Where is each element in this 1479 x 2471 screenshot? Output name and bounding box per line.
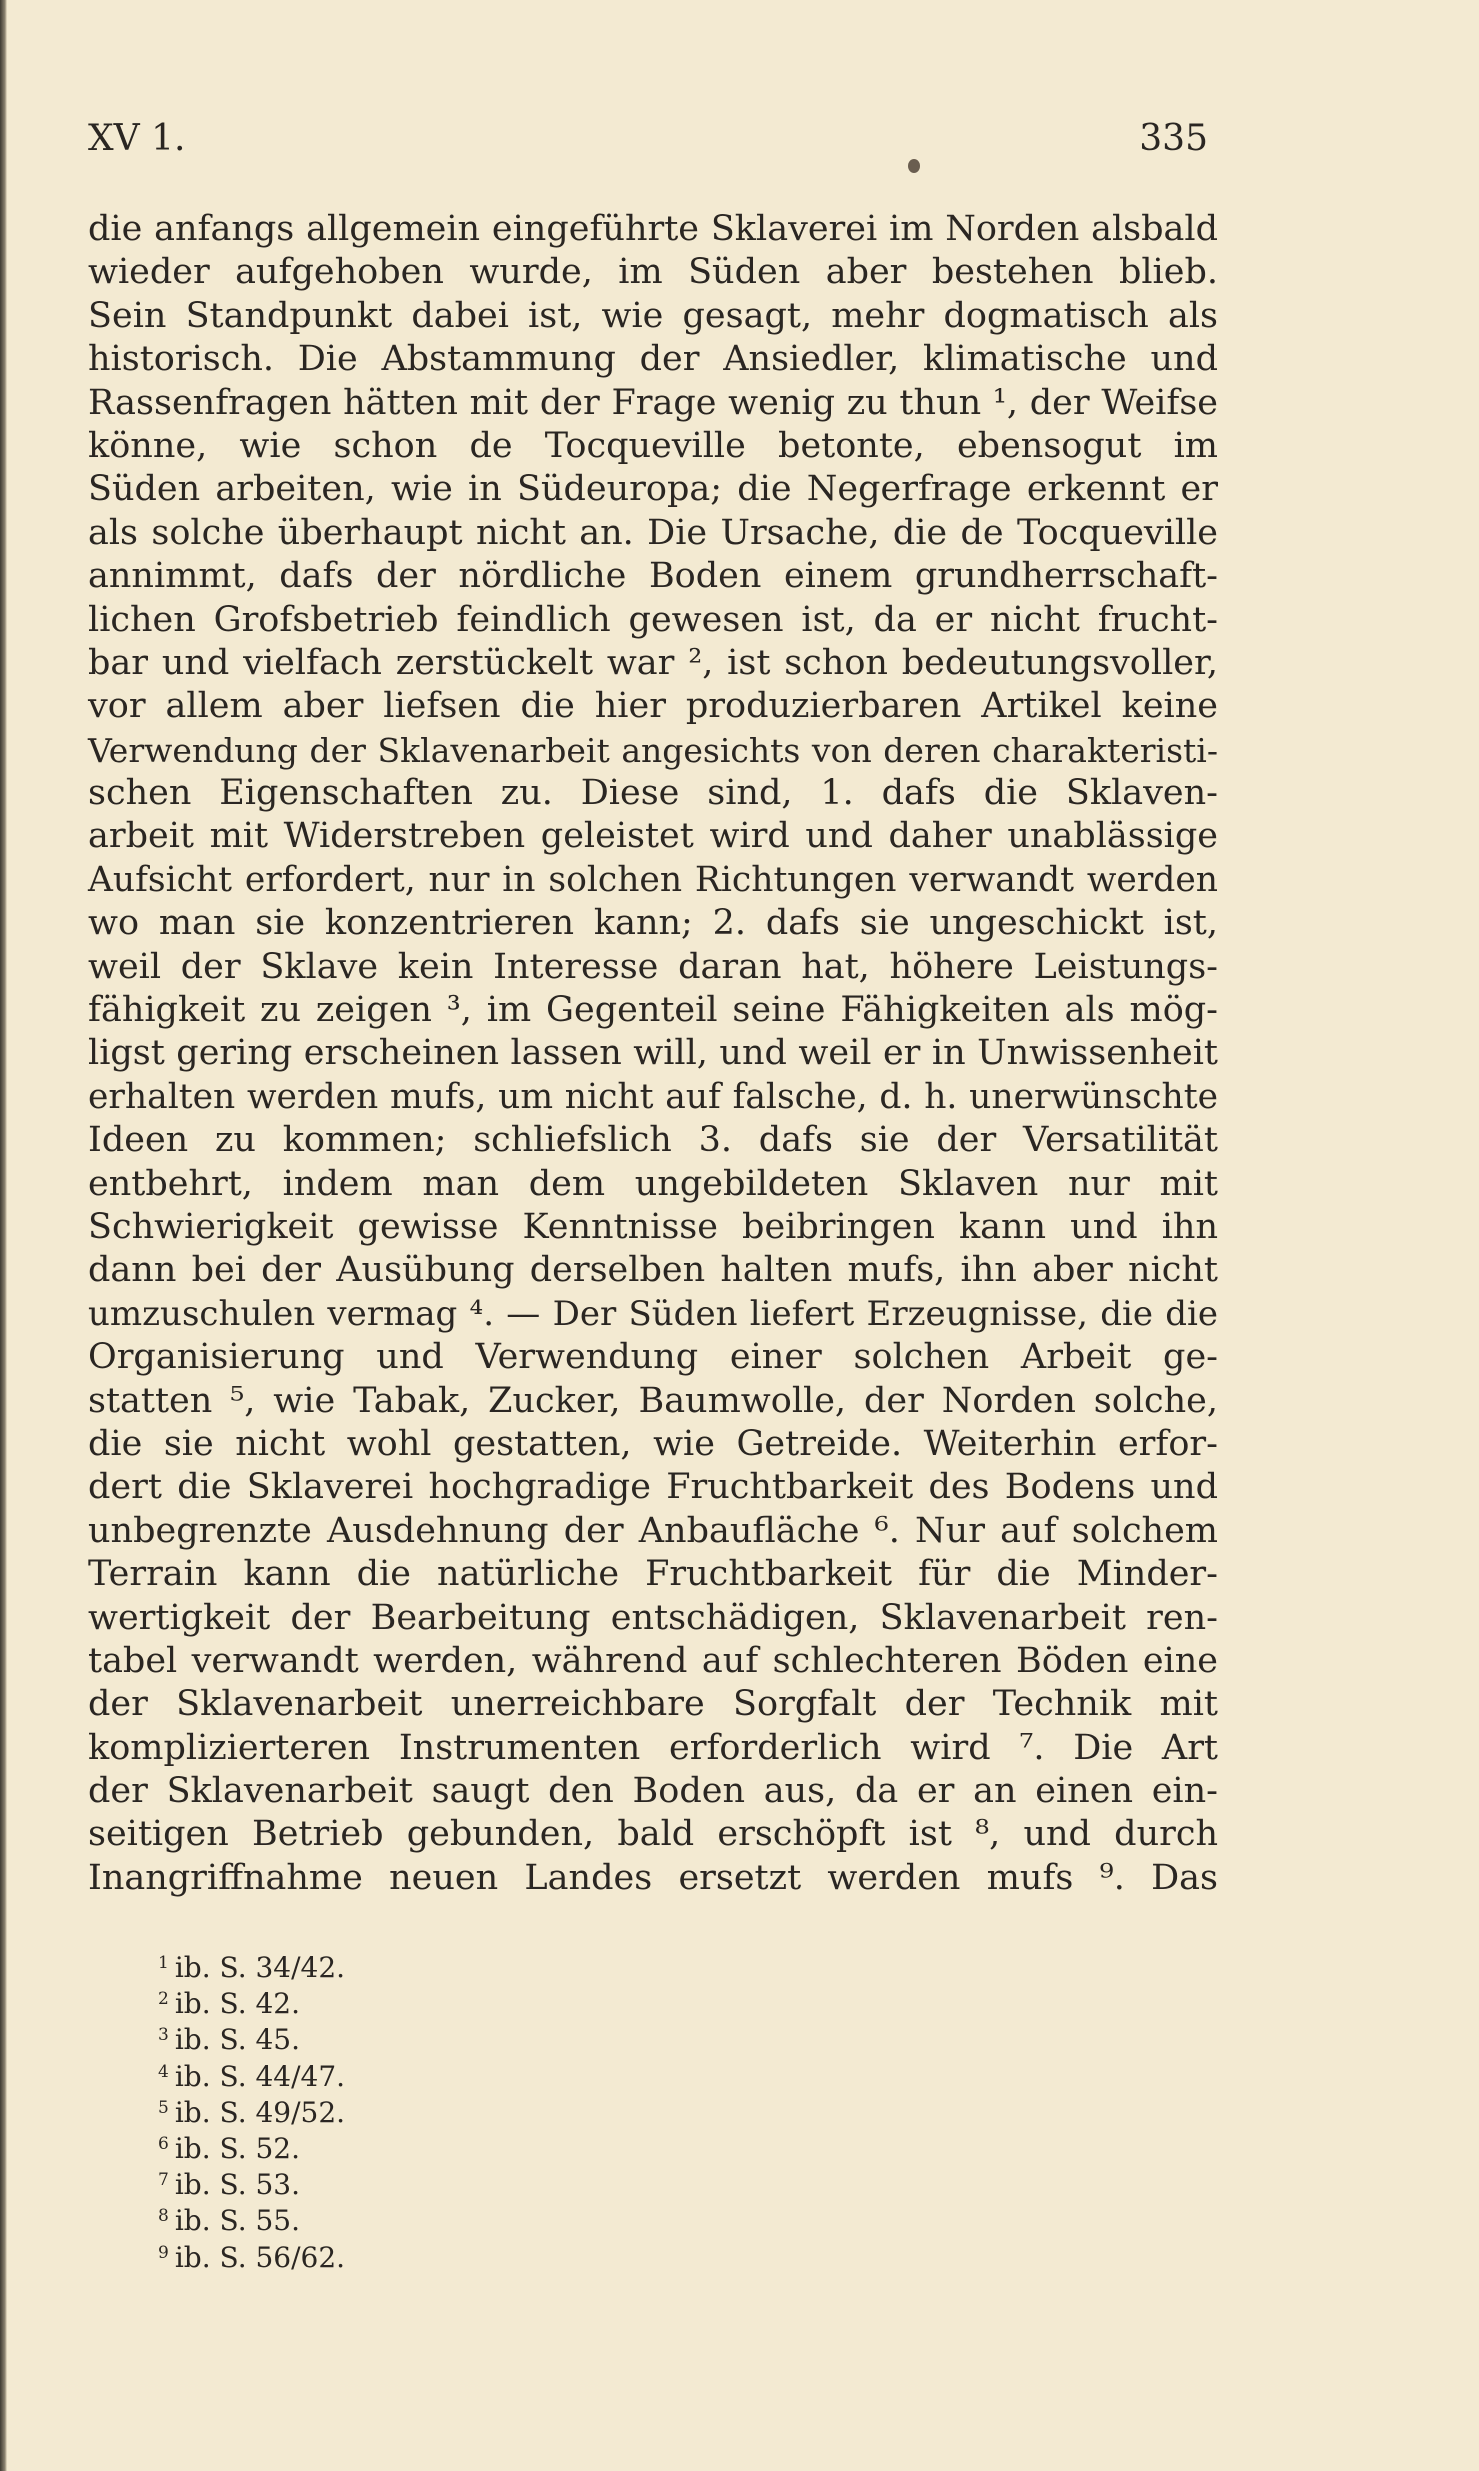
text-line: arbeit mit Widerstreben geleistet wird und daher unablässige	[88, 816, 1218, 857]
footnote-item	[158, 1981, 658, 2021]
text-line: schen Eigenschaften zu. Diese sind, 1. dafs die Sklaven-	[88, 773, 1218, 814]
text-line: Süden arbeiten, wie in Südeuropa; die Negerfrage erkennt er	[88, 469, 1218, 510]
text-line: Ideen zu kommen; schliefslich 3. dafs sie der Versatilität	[88, 1120, 1218, 1161]
footnote-item	[158, 2090, 658, 2129]
text-line: wo man sie konzentrieren kann; 2. dafs sie ungeschickt ist,	[88, 903, 1218, 944]
text-line: Sein Standpunkt dabei ist, wie gesagt, mehr dogmatisch als	[88, 295, 1218, 336]
text-line: erhalten werden mufs, um nicht auf falsche, d. h. unerwünschte	[88, 1076, 1218, 1117]
text-line: Rassenfragen hätten mit der Frage wenig zu thun ¹, der Weifse	[88, 382, 1218, 423]
text-line: ligst gering erscheinen lassen will, und weil er in Unwissenheit	[88, 1033, 1218, 1074]
footnote-text: ib. S. 44/47.	[174, 2059, 346, 2093]
text-line: annimmt, dafs der nördliche Boden einem grundherrschaft-	[88, 556, 1218, 597]
footnote-mark: 2	[158, 1989, 169, 2010]
section-label: XV 1.	[88, 118, 186, 159]
text-line: weil der Sklave kein Interesse daran hat, höhere Leistungs-	[88, 946, 1218, 987]
text-line: historisch. Die Abstammung der Ansiedler, klimatische und	[88, 339, 1218, 380]
footnote-text: ib. S. 45.	[174, 2023, 301, 2057]
footnote-mark: 1	[158, 1953, 169, 1973]
text-line: dann bei der Ausübung derselben halten mufs, ihn aber nicht	[88, 1250, 1218, 1291]
footnote-text: ib. S. 52.	[174, 2131, 301, 2165]
text-line: Verwendung der Sklavenarbeit angesichts von deren charakteristi-	[88, 730, 1218, 770]
text-line: als solche überhaupt nicht an. Die Ursache, die de Tocqueville	[88, 512, 1218, 553]
text-line: lichen Grofsbetrieb feindlich gewesen ist, da er nicht frucht-	[88, 599, 1218, 640]
text-line: bar und vielfach zerstückelt war ², ist schon bedeutungsvoller,	[88, 642, 1218, 683]
text-line: der Sklavenarbeit unerreichbare Sorgfalt der Technik mit	[88, 1684, 1218, 1725]
running-head	[88, 118, 1208, 168]
ink-dot-mark	[908, 159, 920, 173]
footnote-text: ib. S. 53.	[174, 2168, 301, 2202]
footnote-text: ib. S. 34/42.	[174, 1951, 346, 1984]
text-line: tabel verwandt werden, während auf schlechteren Böden eine	[88, 1640, 1218, 1681]
footnote-item	[158, 2054, 658, 2093]
footnote-mark: 6	[158, 2133, 169, 2154]
text-line: Inangriffnahme neuen Landes ersetzt werden mufs ⁹. Das	[88, 1857, 1218, 1898]
footnote-mark: 8	[158, 2206, 169, 2227]
text-line: seitigen Betrieb gebunden, bald erschöpft ist ⁸, und durch	[88, 1814, 1218, 1855]
footnotes-list	[158, 1945, 658, 2274]
text-line: Terrain kann die natürliche Fruchtbarkeit für die Minder-	[88, 1554, 1218, 1595]
text-line: fähigkeit zu zeigen ³, im Gegenteil seine Fähigkeiten als mög-	[88, 990, 1218, 1031]
text-line: die sie nicht wohl gestatten, wie Getreide. Weiterhin erfor-	[88, 1423, 1218, 1464]
footnote-mark: 7	[158, 2170, 169, 2191]
text-line: könne, wie schon de Tocqueville betonte, ebensogut im	[88, 425, 1218, 466]
footnote-item	[158, 2017, 658, 2057]
footnote-text: ib. S. 49/52.	[174, 2095, 346, 2129]
text-line: der Sklavenarbeit saugt den Boden aus, da er an einen ein-	[88, 1771, 1218, 1812]
text-line: die anfangs allgemein eingeführte Sklaverei im Norden alsbald	[88, 209, 1218, 249]
footnote-mark: 9	[158, 2242, 169, 2263]
text-line: unbegrenzte Ausdehnung der Anbaufläche ⁶. Nur auf solchem	[88, 1510, 1218, 1551]
text-line: Schwierigkeit gewisse Kenntnisse beibringen kann und ihn	[88, 1206, 1218, 1247]
footnote-text: ib. S. 55.	[174, 2204, 301, 2238]
text-line: statten ⁵, wie Tabak, Zucker, Baumwolle, der Norden solche,	[88, 1380, 1218, 1421]
footnote-item	[158, 2235, 658, 2274]
text-line: Organisierung und Verwendung einer solchen Arbeit ge-	[88, 1337, 1218, 1378]
footnote-text: ib. S. 42.	[174, 1987, 301, 2021]
text-line: wieder aufgehoben wurde, im Süden aber bestehen blieb.	[88, 252, 1218, 293]
footnote-mark: 3	[158, 2025, 169, 2046]
footnote-item	[158, 2126, 658, 2165]
footnote-item	[158, 2162, 658, 2202]
text-line: entbehrt, indem man dem ungebildeten Sklaven nur mit	[88, 1163, 1218, 1204]
text-line: dert die Sklaverei hochgradige Fruchtbarkeit des Bodens und	[88, 1467, 1218, 1508]
footnote-mark: 4	[158, 2061, 169, 2082]
text-line: umzuschulen vermag ⁴. — Der Süden liefert Erzeugnisse, die die	[88, 1293, 1218, 1334]
footnote-text: ib. S. 56/62.	[174, 2240, 346, 2274]
text-line: Aufsicht erfordert, nur in solchen Richtungen verwandt werden	[88, 859, 1218, 900]
footnote-item	[158, 2198, 658, 2238]
page-number: 335	[1139, 118, 1208, 159]
text-line: wertigkeit der Bearbeitung entschädigen, Sklavenarbeit ren-	[88, 1597, 1218, 1638]
page-edge-shadow	[0, 0, 7, 2471]
footnote-item	[158, 1945, 658, 1984]
footnote-mark: 5	[158, 2097, 169, 2118]
text-line: komplizierteren Instrumenten erforderlich wird ⁷. Die Art	[88, 1727, 1218, 1768]
main-text-block	[88, 208, 1218, 1900]
text-line: vor allem aber liefsen die hier produzierbaren Artikel keine	[88, 686, 1218, 727]
